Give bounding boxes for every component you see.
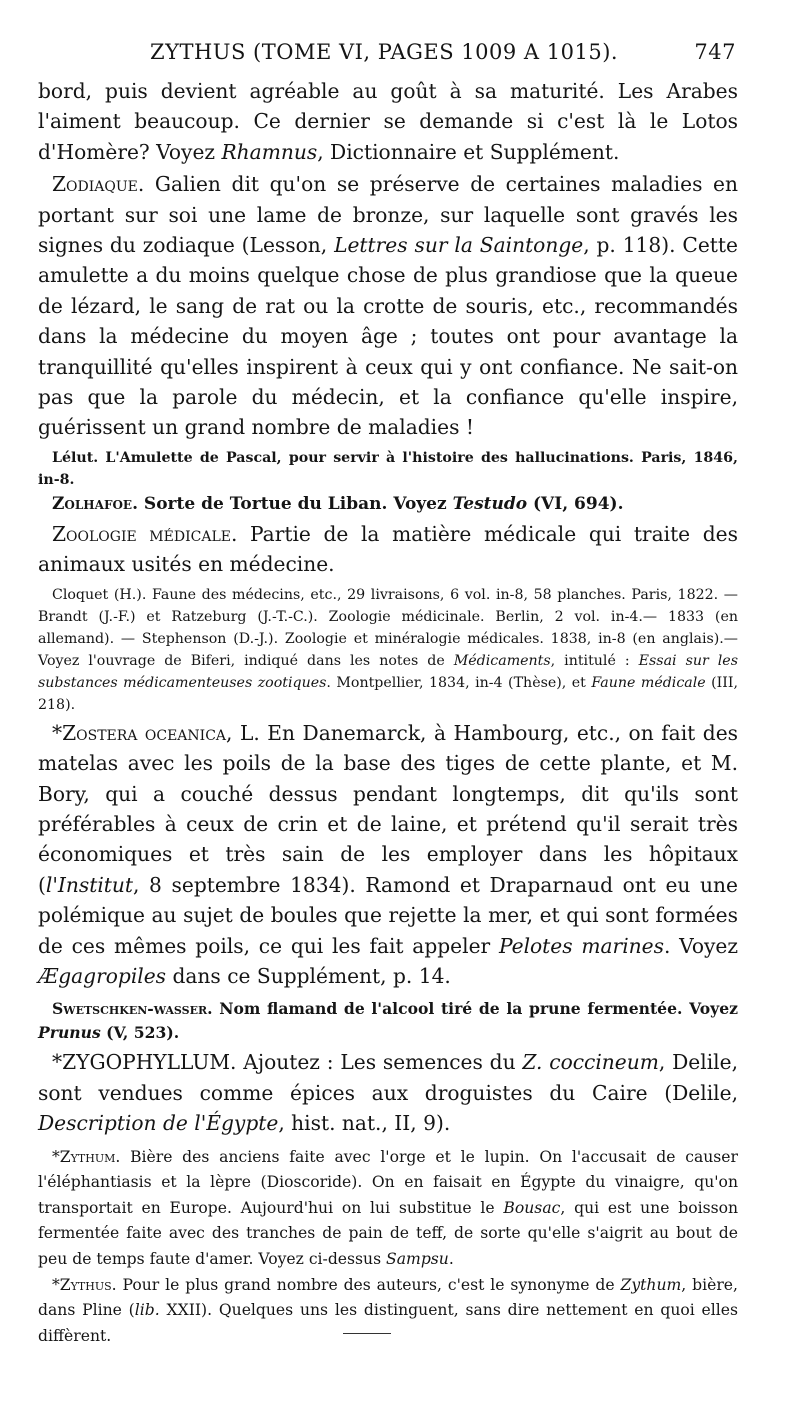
entry-zostera: *Zostera oceanica, L. En Danemarck, à Hambourg, etc., on fait des matelas avec les poils de la base des tiges de cette plante, et M. Bory, qui a couché dessus pendant longtemps, dit qu'ils sont préférables à ceux de crin et de laine, et prétend qu'il serait très économiques et très sain de les employer dans les hôpitaux (l'Institut, 8 septembre 1834). Ramond et Draparnaud ont eu une polémique au sujet de boules que rejette la mer, et qui sont formées de ces mêmes poils, ce qui les fait appeler Pelotes marines. Voyez Ægagropiles dans ce Supplément, p. 14. (38, 720, 739, 988)
entry-zygophyllum: *ZYGOPHYLLUM. Ajoutez : Les semences du Z. coccineum, Delile, sont vendues comme épices aux droguistes du Caire (Delile, Description de l'Égypte, hist. nat., II, 9). (38, 1050, 738, 1136)
entry-head: *Zythum. (52, 1147, 121, 1166)
entry-head: *Zythus. (52, 1275, 117, 1294)
entry-head: Zolhafoe. (52, 493, 138, 514)
reference-zoologie: Cloquet (H.). Faune des médecins, etc., 29 livraisons, 6 vol. in-8, 58 planches. Paris, 1822. — Brandt (J.-F.) et Ratzeburg (J.-T.-C.). Zoologie médicinale. Berlin, 2 vol. in-4.— 1833 (en allemand). — Stephenson (D.-J.). Zoologie et minéralogie médicales. 1838, in-8 (en anglais).—Voyez l'ouvrage de Biferi, indiqué dans les notes de Médicaments, intitulé : Essai sur les substances médicamenteuses zootiques. Montpellier, 1834, in-4 (Thèse), et Faune médicale (III, 218). (38, 586, 739, 713)
entry-zoologie: Zoologie médicale. Partie de la matière médicale qui traite des animaux usités en médecine. (38, 521, 738, 577)
entry-head: Swetschken-wasser. (52, 999, 213, 1019)
entry-head: Zodiaque. (52, 172, 145, 197)
reference-zodiaque: Lélut. L'Amulette de Pascal, pour servir à l'histoire des hallucinations. Paris, 1846, in-8. (38, 449, 738, 488)
running-title: ZYTHUS (TOME VI, PAGES 1009 A 1015). (150, 40, 619, 64)
entry-continuation: bord, puis devient agréable au goût à sa maturité. Les Arabes l'aiment beaucoup. Ce dernier se demande si c'est là le Lotos d'Homère? Voyez Rhamnus, Dictionnaire et Supplément. (38, 79, 738, 164)
page-header (38, 40, 738, 76)
entry-head: Zoologie médicale. (52, 521, 238, 546)
entry-head: *ZYGOPHYLLUM. (52, 1050, 237, 1075)
end-rule (343, 1333, 391, 1334)
entry-zodiaque: Zodiaque. Galien dit qu'on se préserve de certaines maladies en portant sur soi une lame de bronze, sur laquelle sont gravés les signes du zodiaque (Lesson, Lettres sur la Saintonge, p. 118). Cette amulette a du moins quelque chose de plus grandiose que la queue de lézard, le sang de rat ou la crotte de souris, etc., recommandés dans la médecine du moyen âge ; toutes ont pour avantage la tranquillité qu'elles inspirent à ceux qui y ont confiance. Ne sait-on pas que la parole du médecin, et la confiance qu'elle inspire, guérissent un grand nombre de maladies ! (38, 172, 738, 440)
entry-zythum: *Zythum. Bière des anciens faite avec l'orge et le lupin. On l'accusait de causer l'éléphantiasis et la lèpre (Dioscoride). On en faisait en Égypte du vinaigre, qu'on transportait en Europe. Aujourd'hui on lui substitue le Bousac, qui est une boisson fermentée faite avec des tranches de pain de teff, de sorte qu'elle s'aigrit au bout de peu de temps faute d'amer. Voyez ci-dessus Sampsu. (38, 1147, 739, 1268)
entry-swetschken: Swetschken-wasser. Nom flamand de l'alcool tiré de la prune fermentée. Voyez Prunus (V, 523). (38, 999, 738, 1043)
entry-zythus: *Zythus. Pour le plus grand nombre des auteurs, c'est le synonyme de Zythum, bière, dans Pline (lib. XXII). Quelques uns les distinguent, sans dire nettement en quoi elles diffèrent. (38, 1275, 738, 1345)
entry-zolhafoe: Zolhafoe. Sorte de Tortue du Liban. Voyez Testudo (VI, 694). (52, 493, 624, 514)
page-number: 747 (694, 40, 736, 64)
entry-head: *Zostera oceanica (52, 720, 227, 745)
